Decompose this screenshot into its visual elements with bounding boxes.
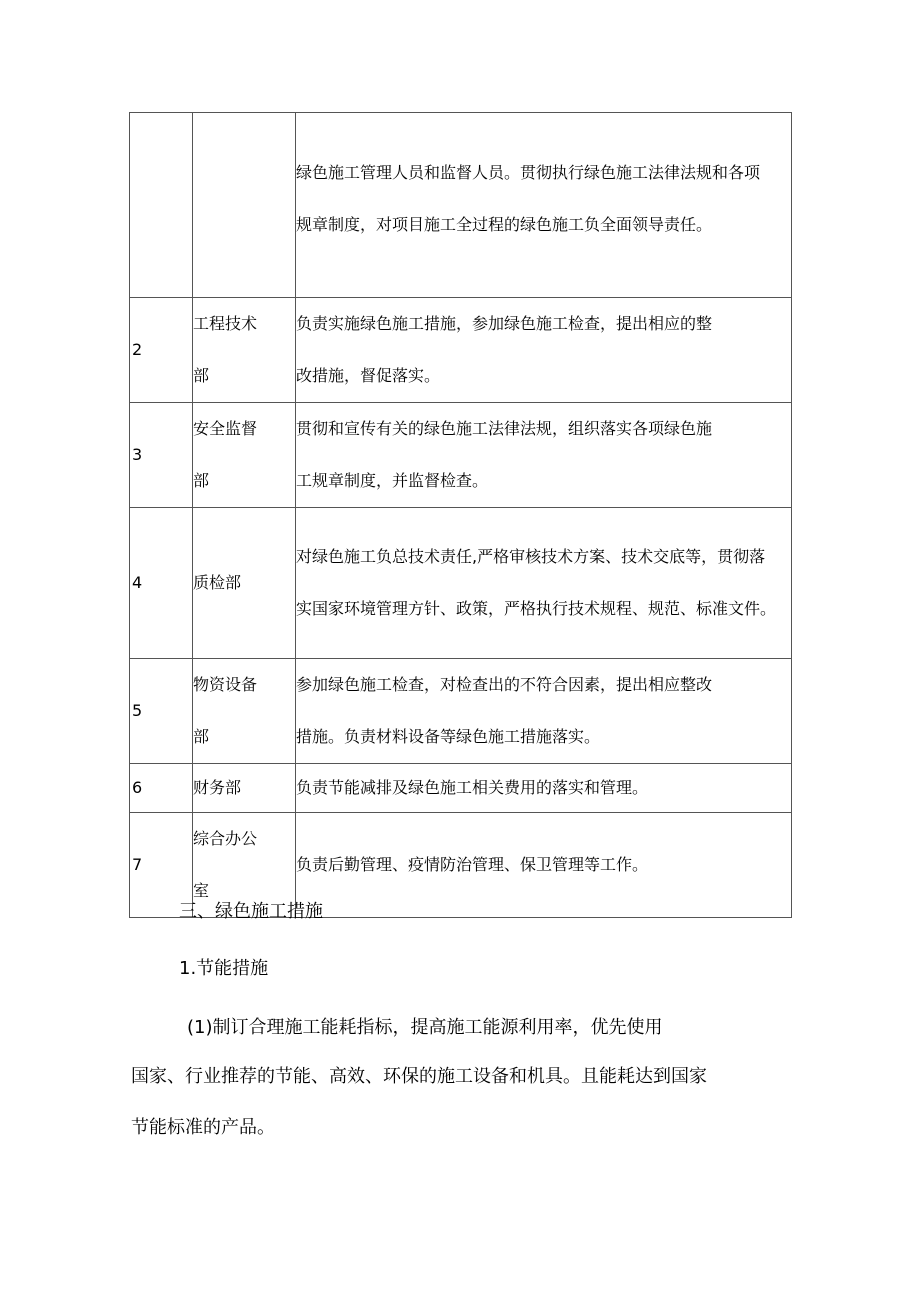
duty-cell bbox=[296, 764, 792, 813]
row-number: 4 bbox=[132, 573, 143, 592]
duty-line: 改措施，督促落实。 bbox=[296, 366, 441, 385]
duty-line: 工规章制度，并监督检查。 bbox=[296, 471, 489, 490]
paragraph-line: (1)制订合理施工能耗指标，提高施工能源利用率，优先使用 bbox=[187, 1017, 663, 1038]
duty-line: 规章制度，对项目施工全过程的绿色施工负全面领导责任。 bbox=[296, 215, 713, 234]
duty-cell bbox=[296, 403, 792, 508]
row-number-cell bbox=[130, 508, 193, 659]
department-line: 安全监督 bbox=[193, 419, 258, 438]
duty-line: 负责节能减排及绿色施工相关费用的落实和管理。 bbox=[296, 778, 649, 797]
table-row bbox=[130, 113, 792, 298]
duty-line: 实国家环境管理方针、政策，严格执行技术规程、规范、标准文件。 bbox=[296, 599, 777, 618]
duty-cell bbox=[296, 659, 792, 764]
paragraph-line: 国家、行业推荐的节能、高效、环保的施工设备和机具。且能耗达到国家 bbox=[131, 1066, 707, 1087]
duty-cell bbox=[296, 298, 792, 403]
table-row bbox=[130, 403, 792, 508]
department-cell bbox=[193, 298, 296, 403]
row-number-cell bbox=[130, 403, 193, 508]
department-line: 部 bbox=[193, 727, 210, 746]
department-cell bbox=[193, 764, 296, 813]
duty-cell bbox=[296, 813, 792, 918]
subsection-heading: 1.节能措施 bbox=[179, 958, 269, 979]
row-number: 6 bbox=[132, 778, 143, 797]
row-number-cell bbox=[130, 659, 193, 764]
duty-line: 参加绿色施工检查，对检查出的不符合因素，提出相应整改 bbox=[296, 675, 713, 694]
department-line: 财务部 bbox=[193, 778, 242, 797]
department-cell bbox=[193, 508, 296, 659]
department-cell bbox=[193, 403, 296, 508]
duty-line: 措施。负责材料设备等绿色施工措施落实。 bbox=[296, 727, 601, 746]
table-row bbox=[130, 764, 792, 813]
table-row bbox=[130, 508, 792, 659]
duty-cell bbox=[296, 508, 792, 659]
department-line: 室 bbox=[193, 881, 210, 900]
row-number: 5 bbox=[132, 701, 143, 720]
department-line: 物资设备 bbox=[193, 675, 258, 694]
row-number: 2 bbox=[132, 340, 143, 359]
department-line: 部 bbox=[193, 471, 210, 490]
section-heading: 三、绿色施工措施 bbox=[179, 901, 323, 922]
table-row bbox=[130, 298, 792, 403]
department-line: 部 bbox=[193, 366, 210, 385]
duty-line: 对绿色施工负总技术责任,严格审核技术方案、技术交底等，贯彻落 bbox=[296, 547, 766, 566]
row-number-cell bbox=[130, 113, 193, 298]
department-cell bbox=[193, 659, 296, 764]
row-number: 7 bbox=[132, 855, 143, 874]
row-number-cell bbox=[130, 298, 193, 403]
department-line: 工程技术 bbox=[193, 314, 258, 333]
paragraph-line: 节能标准的产品。 bbox=[131, 1117, 275, 1138]
duty-line: 贯彻和宣传有关的绿色施工法律法规，组织落实各项绿色施 bbox=[296, 419, 713, 438]
duty-cell bbox=[296, 113, 792, 298]
department-cell bbox=[193, 113, 296, 298]
row-number-cell bbox=[130, 764, 193, 813]
duty-line: 负责实施绿色施工措施，参加绿色施工检查，提出相应的整 bbox=[296, 314, 713, 333]
department-line: 综合办公 bbox=[193, 829, 258, 848]
row-number: 3 bbox=[132, 445, 143, 464]
responsibility-table bbox=[129, 112, 792, 918]
department-line: 质检部 bbox=[193, 573, 242, 592]
duty-line: 负责后勤管理、疫情防治管理、保卫管理等工作。 bbox=[296, 855, 649, 874]
table-row bbox=[130, 659, 792, 764]
duty-line: 绿色施工管理人员和监督人员。贯彻执行绿色施工法律法规和各项 bbox=[296, 163, 761, 182]
